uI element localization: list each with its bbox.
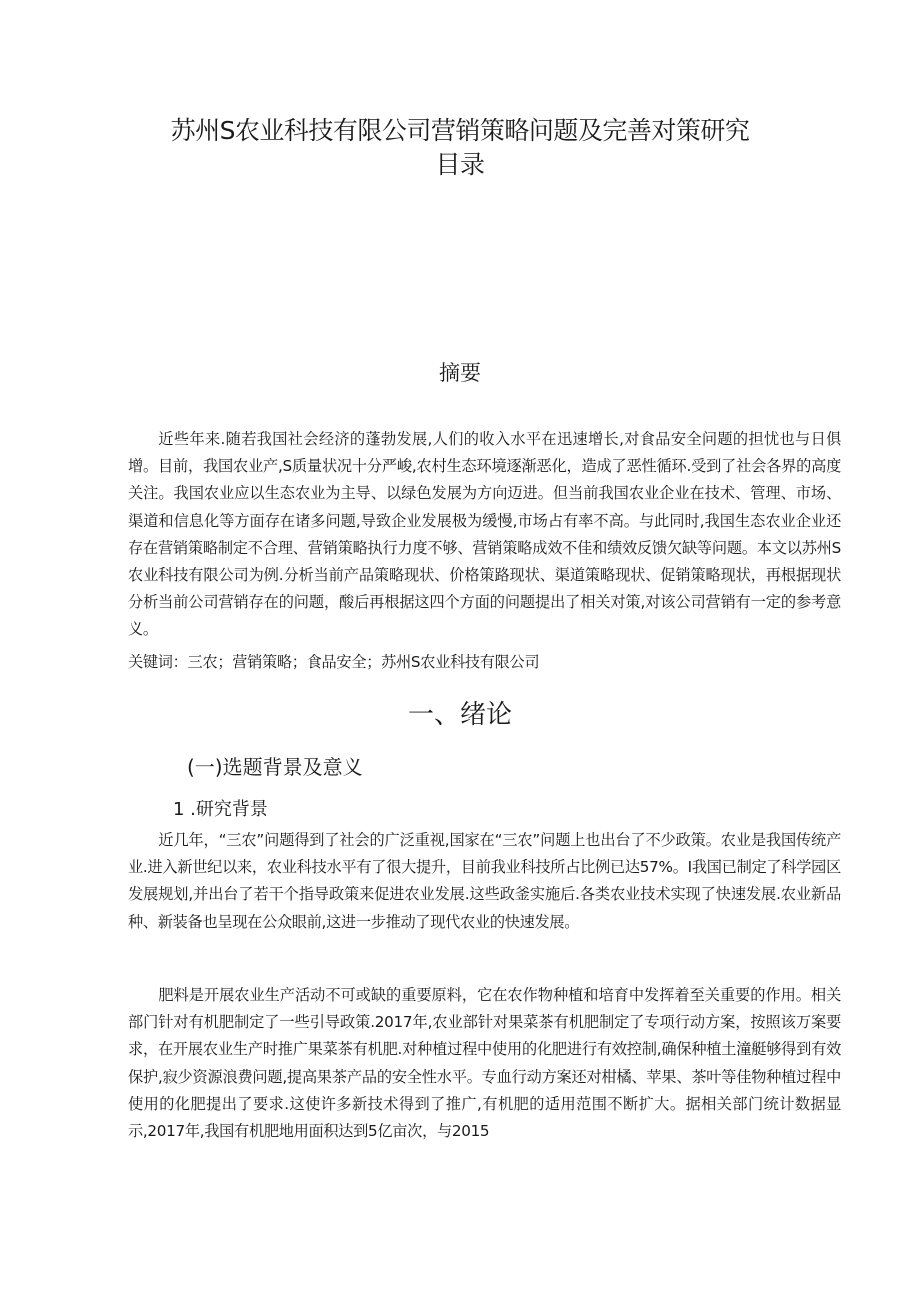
document-title: 苏州S农业科技有限公司营销策略问题及完善对策研究 xyxy=(170,116,750,145)
table-of-contents-heading: 目录 xyxy=(435,150,485,179)
keywords-line: 关键词：三农；营销策略；食品安全；苏州S农业科技有限公司 xyxy=(128,653,540,671)
subsection-heading: 1 .研究背景 xyxy=(173,799,268,820)
section-heading: (一)选题背景及意义 xyxy=(187,755,363,779)
abstract-body: 近些年来.随若我国社会经济的蓬勃发展,人们的收入水平在迅速增长,对食品安全问题的担忧也与日俱增。目前，我国农业产,S质量状况十分严峻,农村生态环境逐渐恶化，造成了恶性循环.受到了社会各界的高度关注。我国农业应以生态农业为主导、以绿色发展为方向迈进。但当前我国农业企业在技术、管理、市场、渠道和信息化等方面存在诸多问题,导致企业发展极为缓慢,市场占有率不高。与此同时,我国生态农业企业还存在营销策略制定不合理、营销策略执行力度不够、营销策略成效不佳和绩效反馈欠缺等问题。本文以苏州S农业科技有限公司为例.分析当前产品策略现状、价格策路现状、渠道策略现状、促销策略现状，再根据现状分析当前公司营销存在的问题，酸后再根据这四个方面的问题提出了相关对策,对该公司营销有一定的参考意义。 xyxy=(128,430,841,639)
body-paragraph: 近几年，“三农”问题得到了社会的广泛重视,国家在“三农”问题上也出台了不少政策。农业是我国传统产业.进入新世纪以来，农业科技水平有了很大提升，目前我业科技所占比例已达57%。I我国已制定了科学园区发展规划,并出台了若干个指导政策来促进农业发展.这些政釜实施后.各类农业技术实现了快速发展.农业新品种、新装备也呈现在公众眼前,这进一步推动了现代农业的快速发展。 xyxy=(128,831,841,931)
chapter-heading: 一、绪论 xyxy=(407,700,512,730)
body-paragraph: 肥料是开展农业生产活动不可或缺的重要原料，它在农作物种植和培育中发挥着至关重要的作用。相关部门针对有机肥制定了一些引导政策.2017年,农业部针对果菜茶有机肥制定了专项行动方案，按照该万案要求，在开展农业生产时推广果菜茶有机肥.对种植过程中使用的化肥进行有效控制,确保种植土潼艇够得到有效保护,寂少资源浪费问题,提高果茶产品的安全性水平。专血行动方案还对柑橘、苹果、茶叶等佳物种植过程中使用的化肥提出了要求.这使许多新技术得到了推广,有机肥的适用范围不断扩大。据相关部门统计数据显示,2017年,我国有机肥地用面积达到5亿亩次，与2015 xyxy=(128,986,841,1141)
abstract-heading: 摘要 xyxy=(439,361,481,385)
